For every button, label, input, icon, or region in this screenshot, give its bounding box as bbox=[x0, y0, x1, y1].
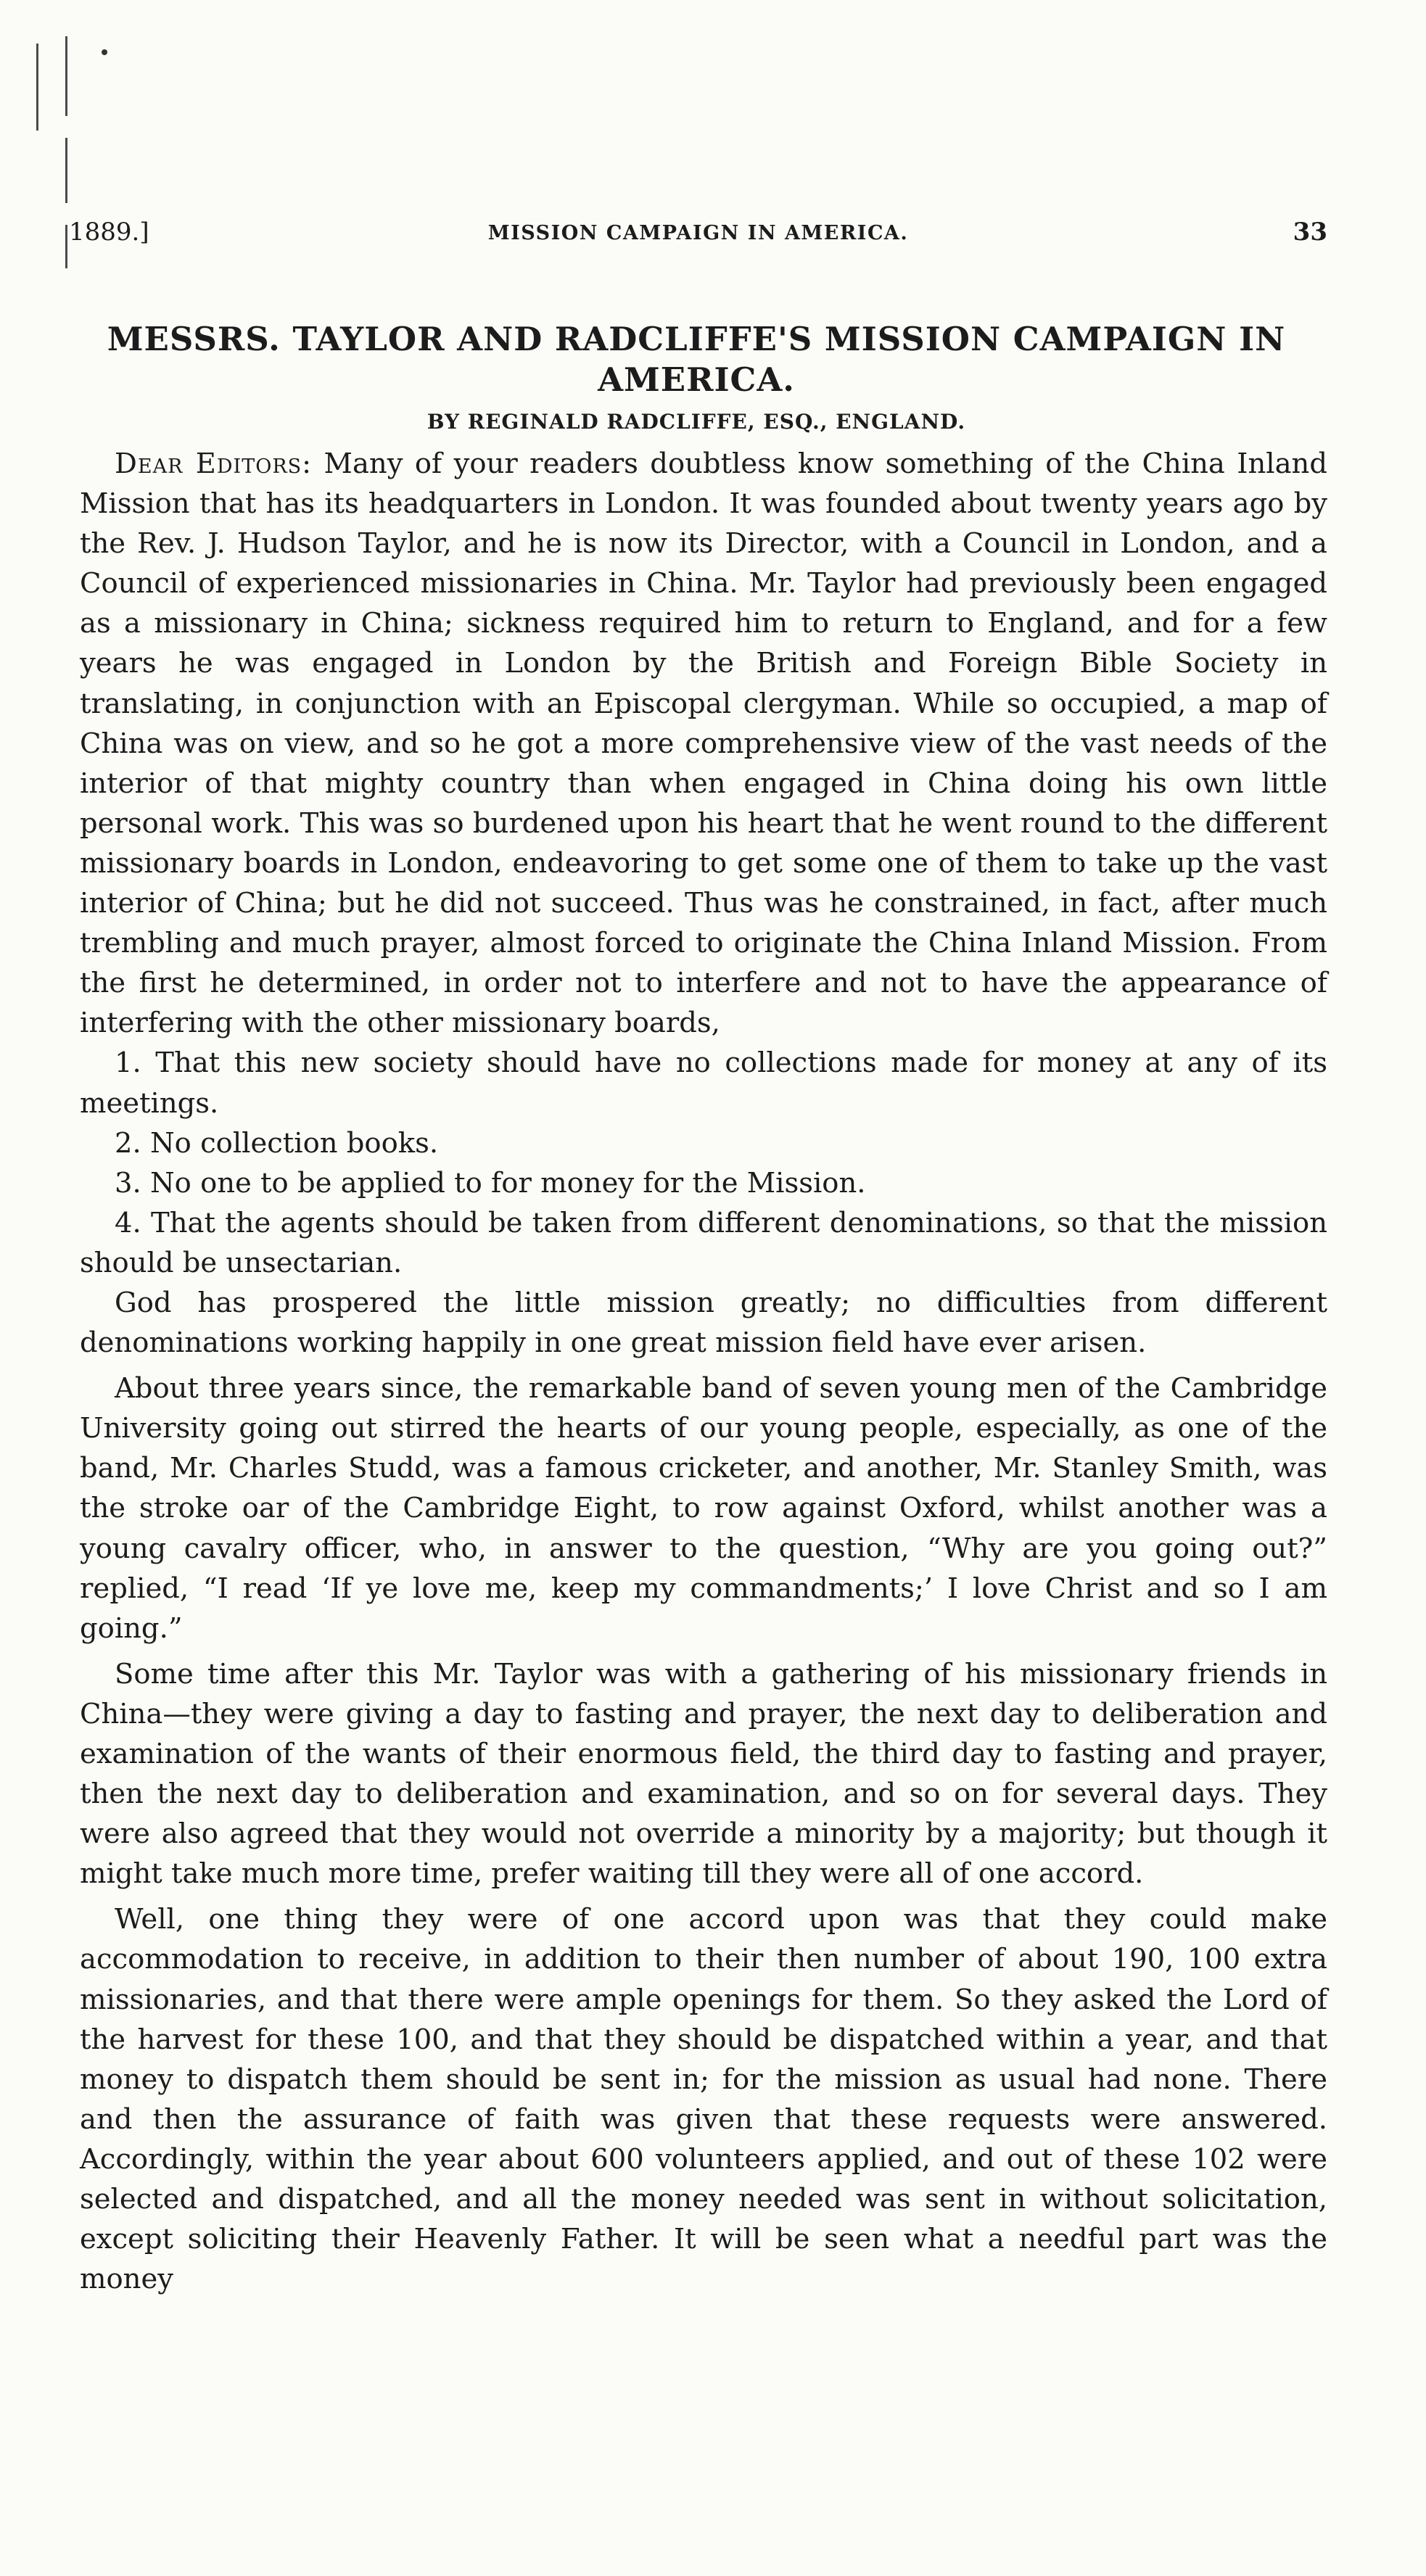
page-number: 33 bbox=[1293, 218, 1327, 247]
article-body bbox=[80, 444, 1327, 2299]
paragraph-5: Well, one thing they were of one accord upon was that they could make accommodation to receive, in addition to their then number of about 190, 100 extra missionaries, and that there were ample openings for them. So they asked the Lord of the harvest for these 100, and that they should be dispatched within a year, and that money to dispatch them should be sent in; for the mission as usual had none. There and then the assurance of faith was given that these requests were answered. Accordingly, within the year about 600 volunteers applied, and out of these 102 were selected and dispatched, and all the money needed was sent in without solicitation, except soliciting their Heavenly Father. It will be seen what a needful part was the money bbox=[80, 1903, 1327, 2296]
list-item: 4. That the agents should be taken from different denominations, so that the mission should be unsectarian. bbox=[80, 1206, 1327, 1279]
article-title: MESSRS. TAYLOR AND RADCLIFFE'S MISSION CAMPAIGN IN AMERICA. bbox=[107, 320, 1286, 399]
running-head bbox=[69, 218, 1327, 261]
list-item: 3. No one to be applied to for money for the Mission. bbox=[115, 1166, 866, 1200]
running-head-title: MISSION CAMPAIGN IN AMERICA. bbox=[487, 222, 909, 244]
paragraph-1 bbox=[80, 444, 1327, 1043]
paragraph-2: God has prospered the little mission greatly; no difficulties from different denominations working happily in one great mission field have ever arisen. bbox=[80, 1286, 1327, 1360]
article-byline: BY REGINALD RADCLIFFE, ESQ., ENGLAND. bbox=[426, 410, 966, 434]
paragraph-4: Some time after this Mr. Taylor was with a gathering of his missionary friends in China—they were giving a day to fasting and prayer, the next day to deliberation and examination of the wants of their enormous field, the third day to fasting and prayer, then the next day to deliberation and examination, and so on for several days. They were also agreed that they would not override a minority by a majority; but though it might take much more time, prefer waiting till they were all of one accord. bbox=[80, 1657, 1327, 1891]
paragraph-3: About three years since, the remarkable band of seven young men of the Cambridge University going out stirred the hearts of our young people, especially, as one of the band, Mr. Charles Studd, was a famous cricketer, and another, Mr. Stanley Smith, was the stroke oar of the Cambridge Eight, to row against Oxford, whilst another was a young cavalry officer, who, in answer to the question, “Why are you going out?” replied, “I read ‘If ye love me, keep my commandments;’ I love Christ and so I am going.” bbox=[80, 1372, 1327, 1645]
list-item: 1. That this new society should have no collections made for money at any of its meetings. bbox=[80, 1046, 1327, 1120]
paragraph-1-text: Many of your readers doubtless know something of the China Inland Mission that has its headquarters in London. It was founded about twenty years ago by the Rev. J. Hudson Taylor, and he is now its Director, with a Council in London, and a Council of experienced missionaries in China. Mr. Taylor had previously been engaged as a missionary in China; sickness required him to return to England, and for a few years he was engaged in London by the British and Foreign Bible Society in translating, in conjunction with an Episcopal clergyman. While so occupied, a map of China was on view, and so he got a more comprehensive view of the vast needs of the interior of that mighty country than when engaged in China doing his own little personal work. This was so burdened upon his heart that he went round to the different missionary boards in London, endeavoring to get some one of them to take up the vast interior of China; but he did not succeed. Thus was he constrained, in fact, after much trembling and much prayer, almost forced to originate the China Inland Mission. From the first he determined, in order not to interfere and not to have the appearance of interfering with the other missionary boards, bbox=[80, 447, 1327, 1040]
list-item: 2. No collection books. bbox=[115, 1126, 439, 1160]
salutation: Dear Editors: bbox=[115, 447, 313, 480]
running-head-year: 1889.] bbox=[69, 218, 149, 247]
